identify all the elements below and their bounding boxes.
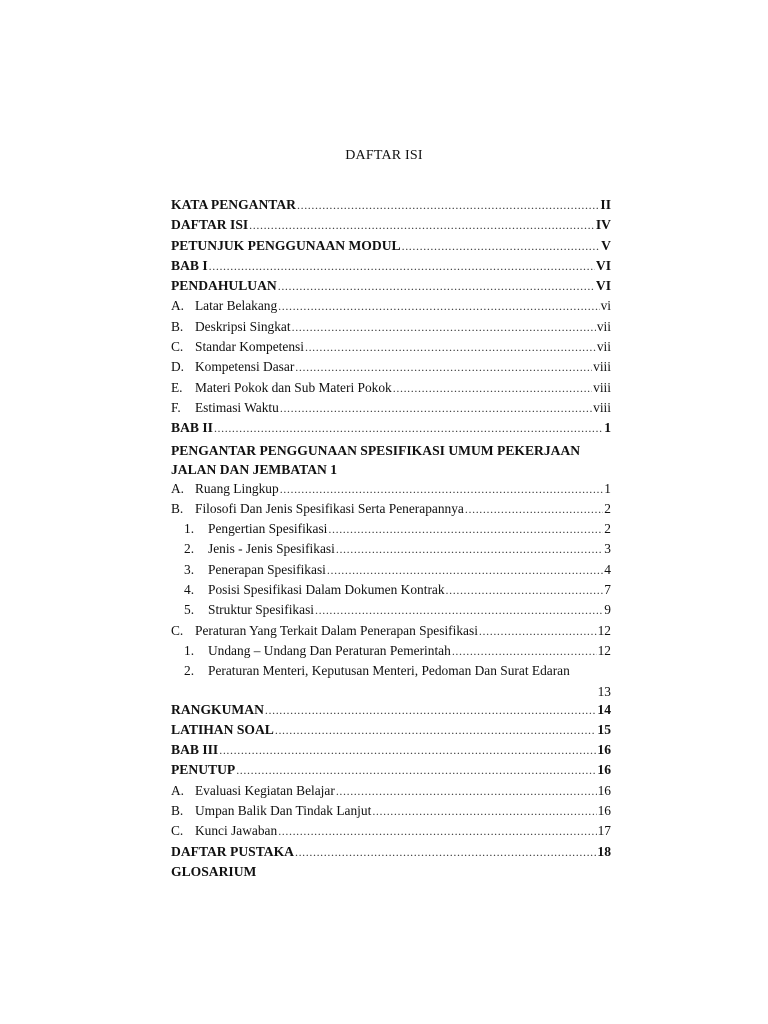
- toc-entry-page: 16: [597, 803, 611, 819]
- toc-entry[interactable]: [171, 420, 611, 440]
- toc-item-entry[interactable]: [171, 400, 611, 420]
- toc-entry-page: 12: [597, 642, 611, 658]
- toc-entry-page: 1: [604, 480, 611, 496]
- toc-entry-page: 12: [597, 622, 611, 638]
- toc-entry[interactable]: [171, 742, 611, 762]
- toc-entry-number: B.: [171, 500, 184, 516]
- toc-item-entry[interactable]: [171, 823, 611, 843]
- toc-entry-page: vii: [596, 339, 611, 355]
- toc-entry[interactable]: [171, 278, 611, 298]
- dot-leader: [295, 845, 596, 860]
- toc-entry-label: PETUNJUK PENGGUNAAN MODUL: [171, 237, 401, 253]
- toc-entry[interactable]: [171, 762, 611, 782]
- toc-sub-entry[interactable]: [171, 602, 611, 622]
- toc-item-entry[interactable]: [171, 623, 611, 643]
- toc-entry-page: viii: [593, 379, 611, 395]
- toc-entry-label: PENUTUP: [171, 762, 236, 778]
- toc-entry[interactable]: [171, 217, 611, 237]
- toc-entry-page: 1: [604, 420, 611, 436]
- toc-entry-label: BAB III: [171, 742, 219, 758]
- toc-entry-page: 7: [604, 582, 611, 598]
- toc-entry-label: BAB I: [171, 257, 208, 273]
- toc-entry-line: [184, 663, 611, 683]
- toc-entry-label: Pengertian Spesifikasi: [208, 521, 328, 537]
- toc-entry-number: B.: [171, 803, 184, 819]
- toc-entry-page-line: [184, 684, 611, 702]
- dot-leader: [327, 563, 603, 578]
- toc-entry-page: 16: [597, 742, 611, 758]
- toc-entry-label: PENGANTAR PENGGUNAAN SPESIFIKASI UMUM PEKERJAAN JALAN DAN JEMBATAN 1: [171, 442, 581, 477]
- toc-entry-page: 2: [604, 500, 611, 516]
- dot-leader: [465, 502, 603, 517]
- dot-leader: [219, 743, 596, 758]
- toc-entry-page: 9: [604, 602, 611, 618]
- toc-entry-label: Estimasi Waktu: [195, 399, 279, 415]
- toc-entry-label: Filosofi Dan Jenis Spesifikasi Serta Penerapannya: [195, 500, 464, 516]
- toc-entry-label: GLOSARIUM: [171, 863, 257, 879]
- toc-entry-label: Kompetensi Dasar: [195, 359, 295, 375]
- toc-entry-label: Penerapan Spesifikasi: [208, 561, 326, 577]
- toc-item-entry[interactable]: [171, 359, 611, 379]
- toc-entry-label: Materi Pokok dan Sub Materi Pokok: [195, 379, 392, 395]
- dot-leader: [372, 804, 596, 819]
- dot-leader: [280, 482, 604, 497]
- toc-entry-number: 2.: [184, 541, 195, 557]
- dot-leader: [452, 644, 597, 659]
- toc-entry-label: Peraturan Menteri, Keputusan Menteri, Pedoman Dan Surat Edaran: [208, 663, 570, 679]
- toc-entry-label: Latar Belakang: [195, 298, 278, 314]
- toc-entry-label: BAB II: [171, 420, 213, 436]
- dot-leader: [393, 381, 592, 396]
- toc-entry-page: II: [600, 197, 611, 212]
- toc-entry-number: A.: [171, 480, 185, 496]
- toc-item-entry[interactable]: [171, 298, 611, 318]
- toc-item-entry[interactable]: [171, 783, 611, 803]
- toc-entry[interactable]: [171, 197, 611, 217]
- dot-leader: [305, 340, 596, 355]
- toc-entry-label: KATA PENGANTAR: [171, 197, 296, 212]
- toc-entry-page: 16: [597, 782, 611, 798]
- toc-entry-page: IV: [595, 217, 611, 233]
- dot-leader: [336, 784, 597, 799]
- toc-entry-label: RANGKUMAN: [171, 701, 264, 717]
- toc-entry-page: 18: [597, 843, 611, 859]
- dot-leader: [236, 763, 596, 778]
- dot-leader: [249, 218, 595, 233]
- toc-entry-page: vi: [600, 298, 611, 314]
- toc-entry-label: Struktur Spesifikasi: [208, 602, 315, 618]
- dot-leader: [214, 421, 603, 436]
- toc-entry-page: 3: [604, 541, 611, 557]
- dot-leader: [297, 198, 599, 213]
- toc-entry-page: 14: [597, 701, 611, 717]
- toc-entry[interactable]: [171, 864, 611, 884]
- dot-leader: [265, 703, 597, 718]
- toc-entry-page: 15: [597, 721, 611, 737]
- dot-leader: [479, 624, 597, 639]
- toc-entry-label: Jenis - Jenis Spesifikasi: [208, 541, 335, 557]
- toc-entry-page: 16: [597, 762, 611, 778]
- toc-entry-page: 4: [604, 561, 611, 577]
- toc-entry[interactable]: [171, 844, 611, 864]
- dot-leader: [402, 239, 601, 254]
- toc-entry-number: C.: [171, 622, 184, 638]
- toc-entry-label: Umpan Balik Dan Tindak Lanjut: [195, 803, 372, 819]
- dot-leader: [315, 603, 603, 618]
- toc-entry-number: 1.: [184, 642, 195, 658]
- toc-entry-number: 5.: [184, 602, 195, 618]
- toc-entry-number: C.: [171, 823, 184, 839]
- toc-entry-number: C.: [171, 339, 184, 355]
- table-of-contents: [171, 197, 611, 884]
- toc-entry-number: 2.: [184, 663, 195, 679]
- toc-sub-entry[interactable]: [171, 582, 611, 602]
- toc-entry-page: viii: [593, 399, 611, 415]
- toc-item-entry[interactable]: [171, 380, 611, 400]
- dot-leader: [275, 723, 597, 738]
- toc-sub-entry[interactable]: [171, 521, 611, 541]
- dot-leader: [446, 583, 604, 598]
- toc-entry-number: E.: [171, 379, 183, 395]
- toc-entry-label: Undang – Undang Dan Peraturan Pemerintah: [208, 642, 451, 658]
- toc-item-entry[interactable]: [171, 501, 611, 521]
- toc-entry-number: B.: [171, 318, 184, 334]
- toc-entry-page: viii: [593, 359, 611, 375]
- toc-entry-number: 4.: [184, 582, 195, 598]
- toc-entry-page: vii: [596, 318, 611, 334]
- toc-entry-label: Deskripsi Singkat: [195, 318, 291, 334]
- toc-entry-number: F.: [171, 399, 181, 415]
- toc-entry-label: Posisi Spesifikasi Dalam Dokumen Kontrak: [208, 582, 445, 598]
- toc-entry-page: V: [601, 237, 611, 253]
- toc-entry[interactable]: [171, 702, 611, 722]
- dot-leader: [292, 320, 596, 335]
- toc-entry-number: 1.: [184, 521, 195, 537]
- toc-entry-page: 2: [604, 521, 611, 537]
- dot-leader: [328, 522, 603, 537]
- toc-entry-label: PENDAHULUAN: [171, 278, 277, 294]
- toc-entry-label: Evaluasi Kegiatan Belajar: [195, 782, 335, 798]
- toc-item-entry[interactable]: [171, 339, 611, 359]
- toc-entry-label: Ruang Lingkup: [195, 480, 279, 496]
- toc-item-entry[interactable]: [171, 319, 611, 339]
- toc-entry[interactable]: [171, 238, 611, 258]
- toc-entry-number: A.: [171, 298, 185, 314]
- toc-entry-page: 13: [597, 683, 611, 699]
- toc-sub-entry[interactable]: [171, 663, 611, 701]
- toc-entry[interactable]: [171, 258, 611, 278]
- page-title: DAFTAR ISI: [345, 148, 423, 163]
- toc-sub-entry[interactable]: [171, 643, 611, 663]
- toc-entry-number: D.: [171, 359, 185, 375]
- toc-entry-label: Standar Kompetensi: [195, 339, 304, 355]
- dot-leader: [209, 259, 595, 274]
- toc-chapter-heading[interactable]: [171, 441, 611, 479]
- toc-entry-number: A.: [171, 782, 185, 798]
- toc-entry-label: DAFTAR PUSTAKA: [171, 843, 294, 859]
- toc-entry-label: DAFTAR ISI: [171, 217, 249, 233]
- toc-entry-number: 3.: [184, 561, 195, 577]
- toc-sub-entry[interactable]: [171, 541, 611, 561]
- toc-entry-page: 17: [597, 823, 611, 839]
- dot-leader: [278, 824, 596, 839]
- toc-entry-label: LATIHAN SOAL: [171, 721, 274, 737]
- toc-entry-label: Kunci Jawaban: [195, 823, 278, 839]
- dot-leader: [280, 401, 592, 416]
- toc-item-entry[interactable]: [171, 803, 611, 823]
- dot-leader: [336, 542, 603, 557]
- dot-leader: [278, 279, 595, 294]
- toc-entry-label: Peraturan Yang Terkait Dalam Penerapan Spesifikasi: [195, 622, 478, 638]
- dot-leader: [295, 360, 592, 375]
- toc-item-entry[interactable]: [171, 481, 611, 501]
- toc-entry[interactable]: [171, 722, 611, 742]
- toc-entry-page: VI: [595, 278, 611, 294]
- dot-leader: [278, 299, 599, 314]
- toc-entry-page: VI: [595, 257, 611, 273]
- toc-sub-entry[interactable]: [171, 562, 611, 582]
